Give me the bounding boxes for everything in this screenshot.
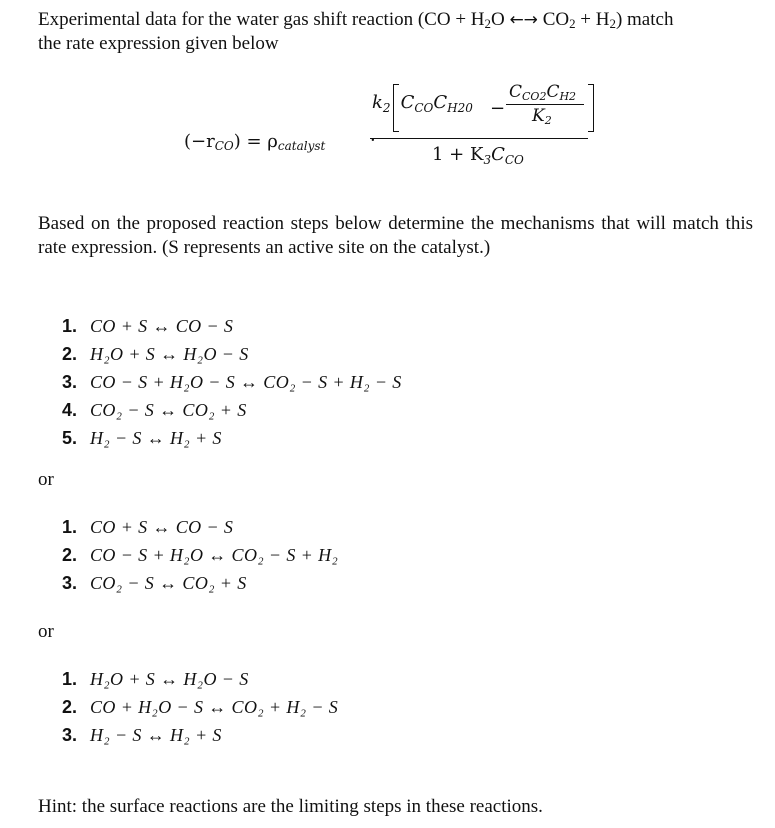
eq-cco2: C xyxy=(509,82,523,102)
mechanism-step xyxy=(62,396,402,424)
step-number: 3. xyxy=(62,372,78,392)
intro-text-tail: ) match xyxy=(615,9,674,30)
mechanism-step xyxy=(62,340,402,368)
step-number: 4. xyxy=(62,400,78,420)
eq-k2: k xyxy=(372,92,383,113)
eq-K2: K xyxy=(532,106,545,126)
equation-numerator xyxy=(372,92,473,115)
mechanism-step xyxy=(62,312,402,340)
intro-text-co2: CO xyxy=(537,9,570,30)
step-reaction: CO − S + H₂O ↔ CO₂ − S + H₂ xyxy=(90,545,339,565)
eq-lhs-sub: CO xyxy=(214,139,234,153)
eq-rho-sub: catalyst xyxy=(277,139,326,153)
mechanism-2 xyxy=(62,513,338,597)
mechanism-3 xyxy=(62,665,338,749)
intro-sub-h2o: 2 xyxy=(484,16,491,32)
or-separator-1: or xyxy=(38,469,54,490)
eq-ch2: C xyxy=(546,82,560,102)
eq-K2-sub: 2 xyxy=(544,114,552,127)
equation-lhs xyxy=(184,131,325,153)
eq-ch2o-sub: H20 xyxy=(447,101,473,115)
instructions-paragraph: Based on the proposed reaction steps below determine the mechanisms that will match this rate expression. (S represents an active site on the catalyst.) xyxy=(38,213,753,258)
step-reaction: CO₂ − S ↔ CO₂ + S xyxy=(90,573,247,593)
or-separator-2: or xyxy=(38,621,54,642)
eq-lhs-open: (−r xyxy=(184,131,215,152)
equation-denominator xyxy=(432,144,524,167)
step-number: 3. xyxy=(62,725,78,745)
step-reaction: H₂ − S ↔ H₂ + S xyxy=(90,725,222,745)
eq-den-c-sub: CO xyxy=(504,153,524,167)
mechanism-step xyxy=(62,569,338,597)
left-bracket xyxy=(393,84,399,132)
eq-cco-sub: CO xyxy=(414,101,434,115)
intro-sub-co2: 2 xyxy=(569,16,576,32)
step-reaction: CO + S ↔ CO − S xyxy=(90,517,234,537)
mechanism-step xyxy=(62,541,338,569)
step-reaction: CO + S ↔ CO − S xyxy=(90,316,234,336)
hint-text: Hint: the surface reactions are the limiting steps in these reactions. xyxy=(38,796,543,817)
inner-fraction-denominator xyxy=(532,106,552,127)
intro-text-b: O xyxy=(490,9,510,30)
eq-den-c: C xyxy=(491,144,505,165)
step-reaction: CO − S + H₂O − S ↔ CO₂ − S + H₂ − S xyxy=(90,372,402,392)
eq-den-one: 1 + K xyxy=(432,144,484,165)
step-reaction: CO + H₂O − S ↔ CO₂ + H₂ − S xyxy=(90,697,339,717)
intro-text-h2: + H xyxy=(575,9,610,30)
intro-sub-h2: 2 xyxy=(609,16,616,32)
step-number: 5. xyxy=(62,428,78,448)
eq-lhs-close: ) = ρ xyxy=(233,131,278,152)
step-number: 1. xyxy=(62,316,78,336)
intro-line-2: the rate expression given below xyxy=(38,33,279,54)
step-number: 3. xyxy=(62,573,78,593)
mechanism-step xyxy=(62,693,338,721)
step-number: 2. xyxy=(62,344,78,364)
mechanism-step xyxy=(62,513,338,541)
step-number: 1. xyxy=(62,669,78,689)
step-reaction: H₂O + S ↔ H₂O − S xyxy=(90,344,249,364)
eq-ch2o: C xyxy=(433,92,448,113)
inner-fraction-bar xyxy=(506,104,584,105)
eq-minus: − xyxy=(490,98,506,119)
rate-equation xyxy=(0,0,775,200)
main-fraction-bar xyxy=(370,138,588,139)
inner-fraction-numerator xyxy=(509,82,576,103)
eq-k2-sub: 2 xyxy=(382,101,391,115)
step-number: 1. xyxy=(62,517,78,537)
step-number: 2. xyxy=(62,545,78,565)
step-reaction: CO₂ − S ↔ CO₂ + S xyxy=(90,400,247,420)
step-number: 2. xyxy=(62,697,78,717)
eq-den-k-sub: 3 xyxy=(483,153,492,167)
step-reaction: H₂O + S ↔ H₂O − S xyxy=(90,669,249,689)
eq-ch2-sub: H2 xyxy=(559,90,577,103)
double-arrow-icon: ←→ xyxy=(509,10,538,30)
intro-text-a: Experimental data for the water gas shift reaction (CO + H xyxy=(38,9,485,30)
mechanism-1 xyxy=(62,312,402,452)
eq-cco2-sub: CO2 xyxy=(522,90,547,103)
mechanism-step xyxy=(62,665,338,693)
right-bracket xyxy=(588,84,594,132)
eq-cco: C xyxy=(400,92,415,113)
mechanism-step xyxy=(62,424,402,452)
mechanism-step xyxy=(62,721,338,749)
step-reaction: H₂ − S ↔ H₂ + S xyxy=(90,428,222,448)
eq-dot: · xyxy=(370,130,376,151)
mechanism-step xyxy=(62,368,402,396)
